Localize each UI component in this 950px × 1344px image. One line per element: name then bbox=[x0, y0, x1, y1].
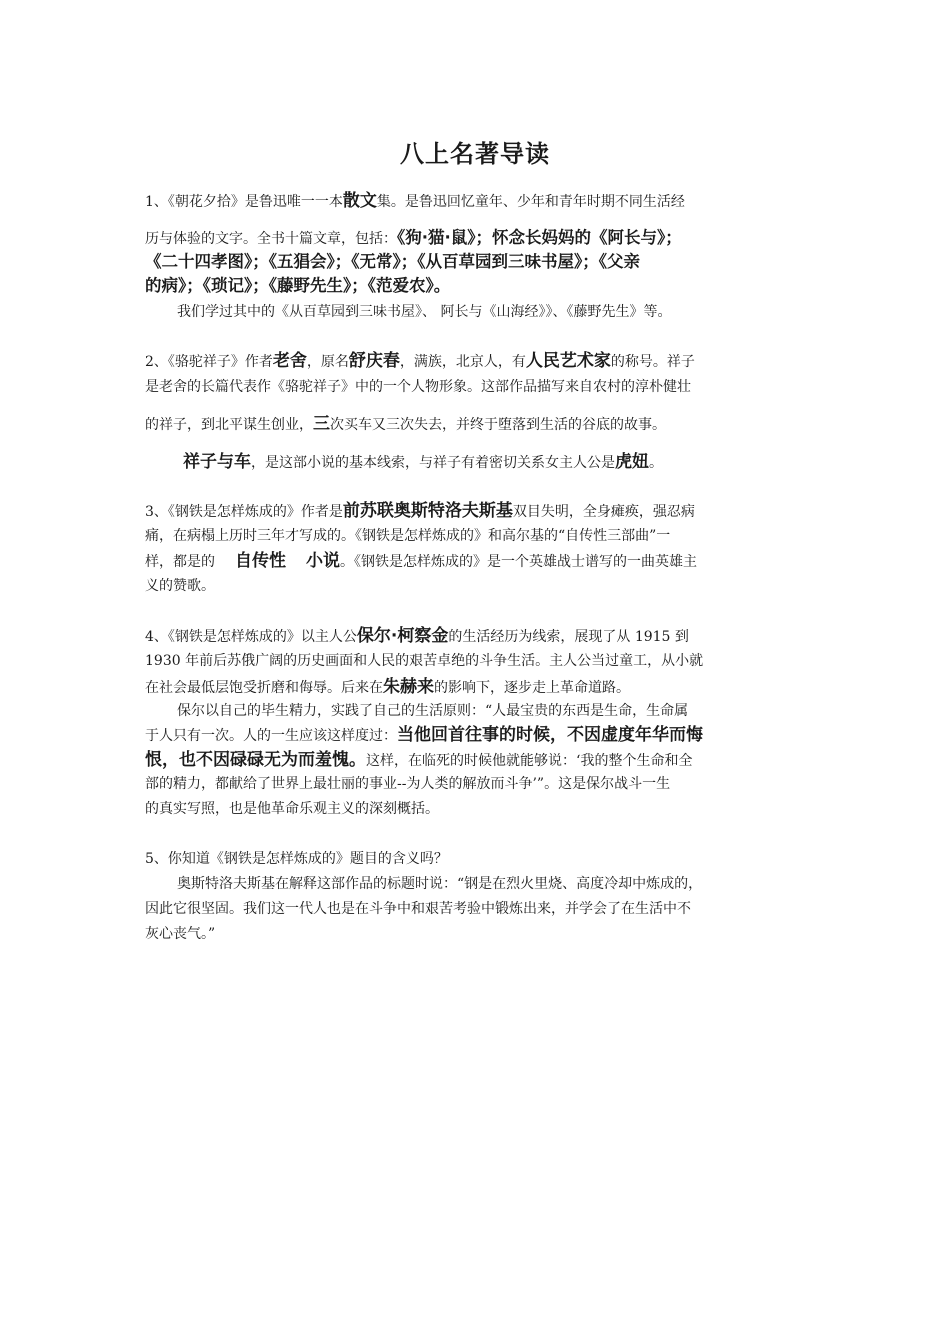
s3-line-3: 样，都是的 自传性 小说。《钢铁是怎样炼成的》是一个英雄战士谱写的一曲英雄主 bbox=[145, 551, 697, 571]
s4-line-6: 恨，也不因碌碌无为而羞愧。这样，在临死的时候他就能够说：‘我的整个生命和全 bbox=[145, 750, 693, 770]
page-title: 八上名著导读 bbox=[400, 140, 550, 168]
s5-line-3: 因此它很坚固。我们这一代人也是在斗争中和艰苦考验中锻炼出来，并学会了在生活中不 bbox=[145, 901, 691, 917]
s4-line-4: 保尔以自己的毕生精力，实践了自己的生活原则：“人最宝贵的东西是生命，生命属 bbox=[177, 703, 689, 719]
s5-line-2: 奥斯特洛夫斯基在解释这部作品的标题时说：“钢是在烈火里烧、高度冷却中炼成的， bbox=[177, 876, 703, 892]
s1-line-3: 《二十四孝图》；《五猖会》；《无常》；《从百草园到三味书屋》；《父亲 bbox=[145, 252, 640, 271]
s4-line-3: 在社会最低层饱受折磨和侮辱。后来在朱赫来的影响下，逐步走上革命道路。 bbox=[145, 677, 630, 697]
s1-line-5: 我们学过其中的《从百草园到三味书屋》、 阿长与《山海经》》、《藤野先生》等。 bbox=[177, 304, 672, 320]
s1-line-1: 1、《朝花夕拾》是鲁迅唯一一本散文集。是鲁迅回忆童年、少年和青年时期不同生活经 bbox=[145, 191, 685, 211]
s2-line-2: 是老舍的长篇代表作《骆驼祥子》中的一个人物形象。这部作品描写来自农村的淳朴健壮 bbox=[145, 379, 691, 395]
s4-line-1: 4、《钢铁是怎样炼成的》以主人公保尔·柯察金的生活经历为线索，展现了从 1915 到 bbox=[145, 626, 689, 646]
s1-line-4: 的病》；《琐记》；《藤野先生》；《范爱农》。 bbox=[145, 276, 451, 295]
s3-line-2: 痛，在病榻上历时三年才写成的。《钢铁是怎样炼成的》和高尔基的“自传性三部曲”一 bbox=[145, 528, 671, 544]
s4-line-7: 部的精力，都献给了世界上最壮丽的事业--为人类的解放而斗争’”。这是保尔战斗一生 bbox=[145, 776, 671, 792]
s4-line-8: 的真实写照，也是他革命乐观主义的深刻概括。 bbox=[145, 801, 439, 817]
s1-line-2: 历与体验的文字。全书十篇文章，包括：《狗·猫·鼠》；怀念长妈妈的《阿长与》； bbox=[145, 228, 682, 247]
s5-line-4: 灰心丧气。” bbox=[145, 926, 216, 942]
s3-line-4: 义的赞歌。 bbox=[145, 578, 215, 594]
s4-line-5: 于人只有一次。人的一生应该这样度过：当他回首往事的时候，不因虚度年华而悔 bbox=[145, 725, 703, 745]
s2-line-4: 祥子与车，是这部小说的基本线索，与祥子有着密切关系女主人公是虎妞。 bbox=[183, 452, 663, 472]
s3-line-1: 3、《钢铁是怎样炼成的》作者是前苏联奥斯特洛夫斯基双目失明，全身瘫痪，强忍病 bbox=[145, 501, 695, 521]
s2-line-3: 的祥子，到北平谋生创业，三次买车又三次失去，并终于堕落到生活的谷底的故事。 bbox=[145, 414, 666, 434]
s2-line-1: 2、《骆驼祥子》作者老舍，原名舒庆春，满族，北京人，有人民艺术家的称号。祥子 bbox=[145, 351, 695, 371]
s4-line-2: 1930 年前后苏俄广阔的历史画面和人民的艰苦卓绝的斗争生活。主人公当过童工，从小就 bbox=[145, 653, 704, 669]
s5-line-1: 5、你知道《钢铁是怎样炼成的》题目的含义吗？ bbox=[145, 851, 448, 867]
